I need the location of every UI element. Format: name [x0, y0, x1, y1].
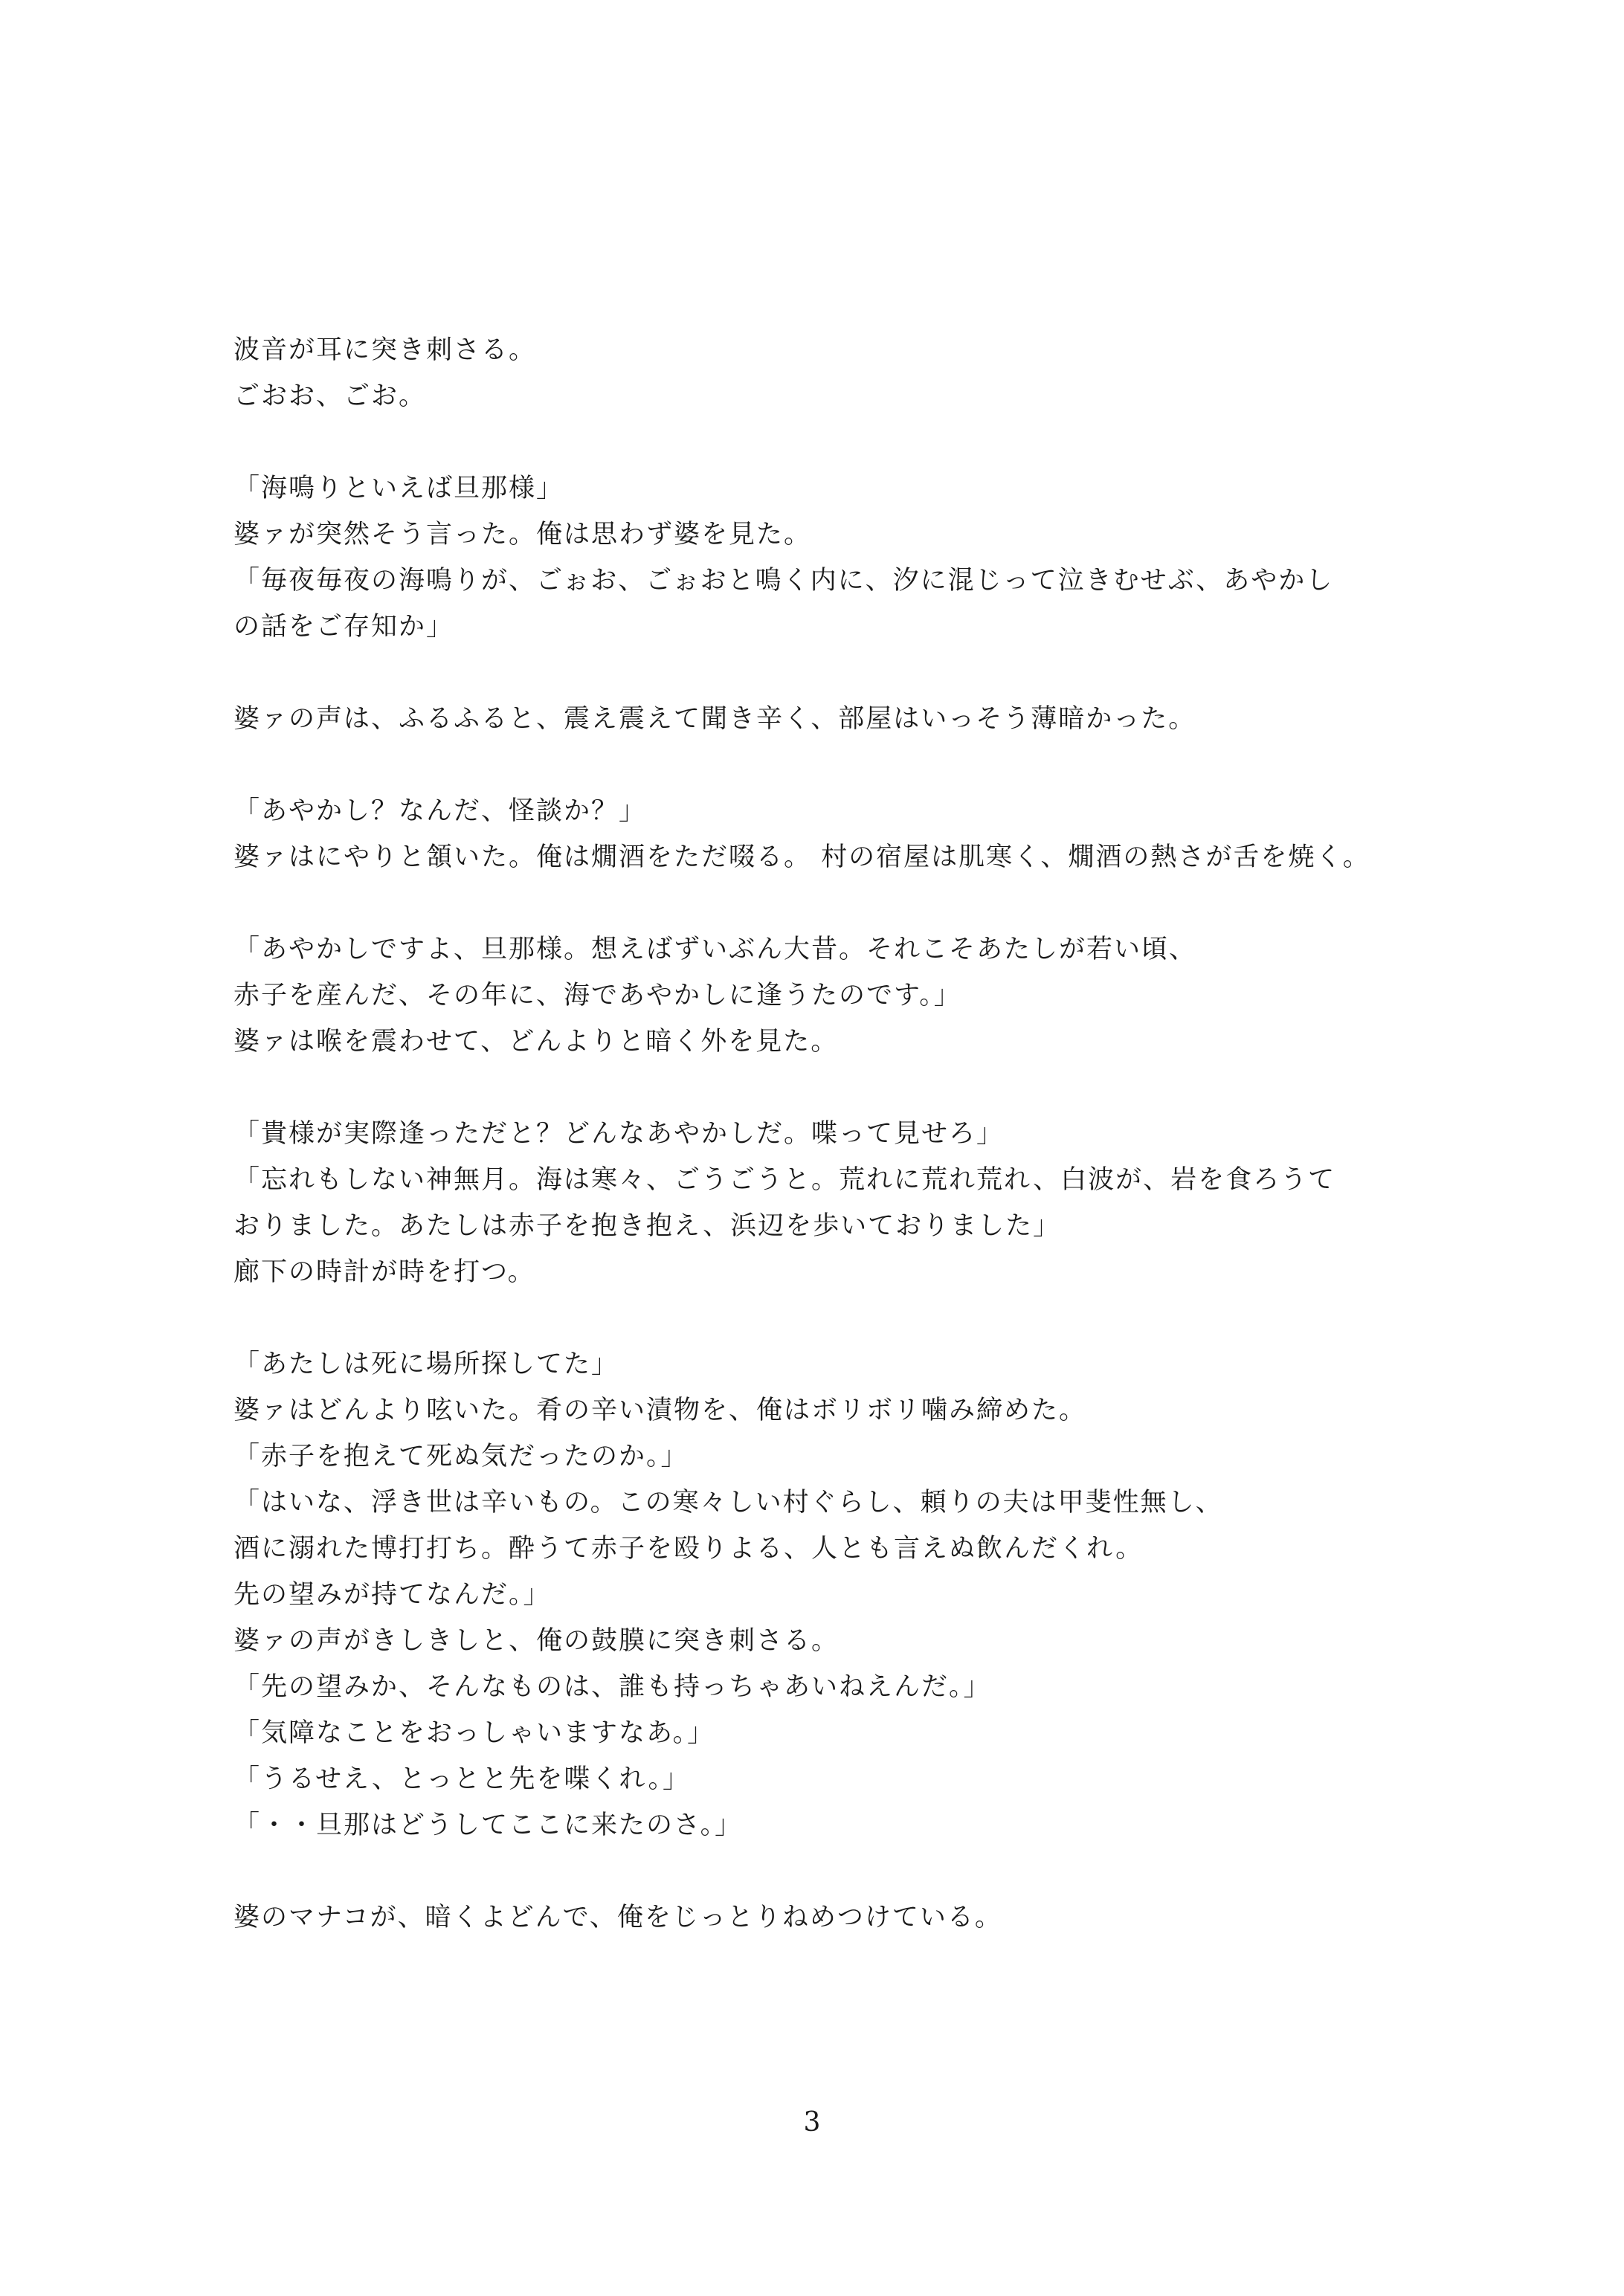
blank-line	[233, 1295, 1438, 1341]
text-line: ごおお、ごお。	[233, 381, 427, 411]
text-line: 「毎夜毎夜の海鳴りが、ごぉお、ごぉおと鳴く内に、汐に混じって泣きむせぶ、あやかし	[233, 566, 1334, 596]
text-line: 「・・旦那はどうしてここに来たのさ。」	[233, 1810, 743, 1840]
blank-line	[233, 650, 1438, 696]
text-line: 酒に溺れた博打打ち。酔うて赤子を殴りよる、人とも言えぬ飲んだくれ。	[233, 1534, 1144, 1564]
text-line: 「海鳴りといえば旦那様」	[233, 474, 564, 503]
text-line: 「赤子を抱えて死ぬ気だったのか。」	[233, 1442, 689, 1471]
text-line: 「はいな、浮き世は辛いもの。この寒々しい村ぐらし、頼りの夫は甲斐性無し、	[233, 1488, 1223, 1518]
text-line: 「あやかしですよ、旦那様。想えばずいぶん大昔。それこそあたしが若い頃、	[233, 935, 1197, 964]
text-line: おりました。あたしは赤子を抱き抱え、浜辺を歩いておりました」	[233, 1211, 1061, 1241]
blank-line	[233, 1848, 1438, 1894]
blank-line	[233, 1065, 1438, 1111]
blank-line	[233, 419, 1438, 465]
text-line: 「あやかし？なんだ、怪談か？」	[233, 796, 647, 826]
text-line: 「あたしは死に場所探してた」	[233, 1349, 619, 1379]
text-line: 婆ァが突然そう言った。俺は思わず婆を見た。	[233, 520, 812, 549]
text-line: 婆ァはどんより呟いた。肴の辛い漬物を、俺はボリボリ噛み締めた。	[233, 1396, 1087, 1425]
text-line: 婆ァは喉を震わせて、どんよりと暗く外を見た。	[233, 1027, 839, 1057]
blank-line	[233, 742, 1438, 788]
text-line: の話をご存知か」	[233, 612, 454, 642]
text-line: 婆のマナコが、暗くよどんで、俺をじっとりねめつけている。	[233, 1903, 1002, 1932]
text-line: 婆ァはにやりと頷いた。俺は燗酒をただ啜る。 村の宿屋は肌寒く、燗酒の熱さが舌を焼く。	[233, 842, 1370, 872]
text-line: 先の望みが持てなんだ。」	[233, 1580, 551, 1610]
text-line: 波音が耳に突き刺さる。	[233, 335, 537, 365]
page-number: 3	[803, 2107, 821, 2138]
text-line: 「忘れもしない神無月。海は寒々、ごうごうと。荒れに荒れ荒れ、白波が、岩を食ろうて	[233, 1165, 1336, 1195]
blank-line	[233, 880, 1438, 926]
text-line: 「貴様が実際逢っただと？どんなあやかしだ。喋って見せろ」	[233, 1119, 1005, 1149]
text-line: 「うるせえ、とっとと先を喋くれ。」	[233, 1764, 690, 1794]
text-line: 「気障なことをおっしゃいますなあ。」	[233, 1718, 715, 1748]
story-text	[233, 327, 1438, 1941]
text-line: 婆ァの声は、ふるふると、震え震えて聞き辛く、部屋はいっそう薄暗かった。	[233, 704, 1196, 734]
text-line: 「先の望みか、そんなものは、誰も持っちゃあいねえんだ。」	[233, 1672, 991, 1702]
text-line: 廊下の時計が時を打つ。	[233, 1257, 535, 1287]
text-line: 赤子を産んだ、その年に、海であやかしに逢うたのです。」	[233, 981, 961, 1010]
text-line: 婆ァの声がきしきしと、俺の鼓膜に突き刺さる。	[233, 1626, 840, 1656]
